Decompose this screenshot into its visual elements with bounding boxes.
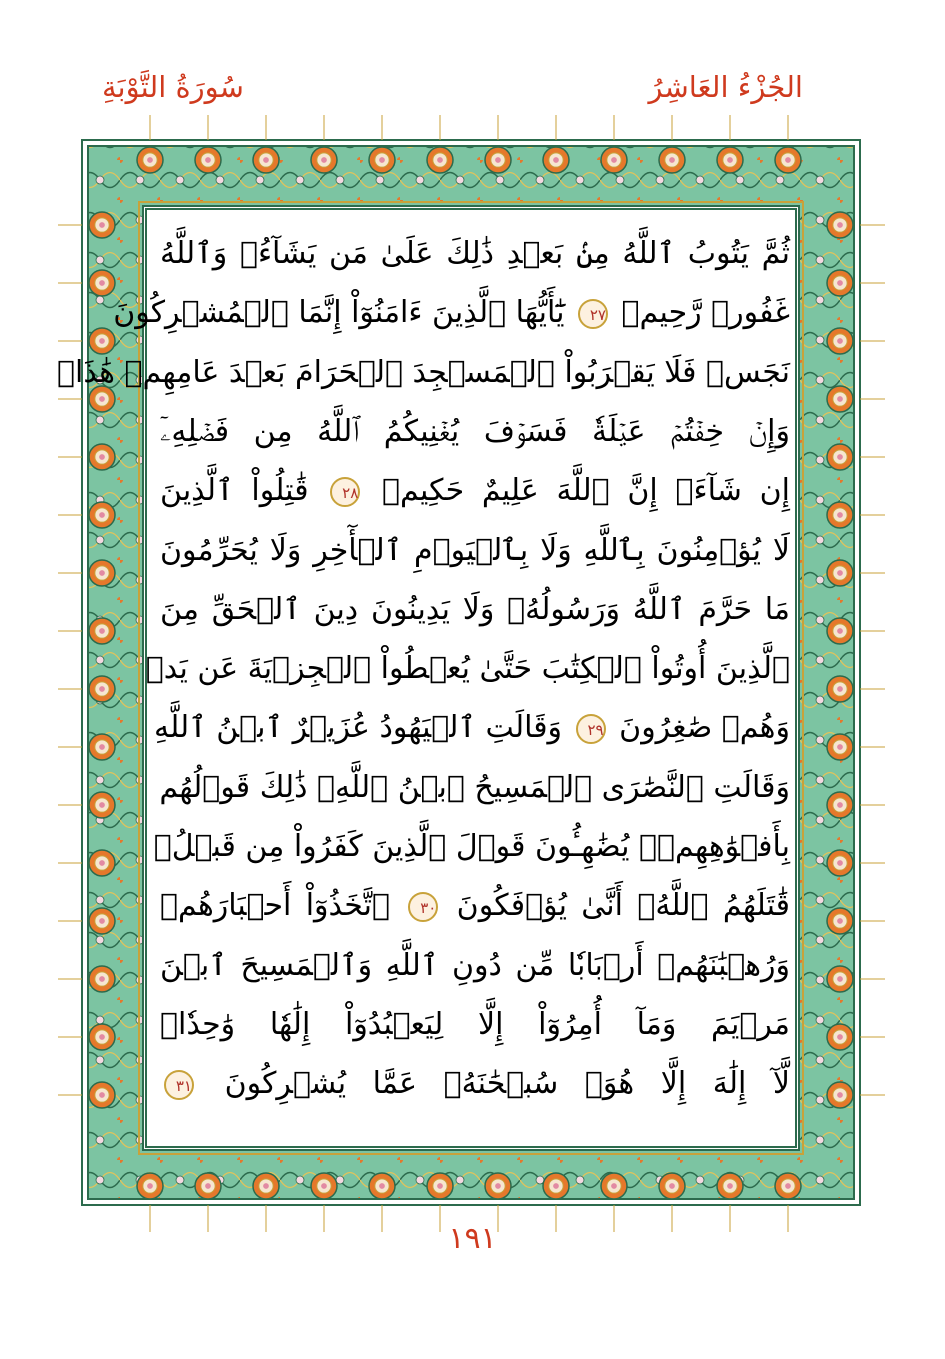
border-medallion (89, 1024, 115, 1050)
ayah-number-marker: ٢٧ (578, 299, 608, 329)
verse-line (160, 523, 790, 579)
border-medallion (601, 147, 627, 173)
verse-text: نَجَسٞ فَلَا يَقۡرَبُواْ ٱلۡمَسۡجِدَ ٱلۡحَرَامَ بَعۡدَ عَامِهِمۡ هَٰذَاۚ (57, 354, 790, 390)
border-medallion (827, 560, 853, 586)
border-medallion (827, 792, 853, 818)
verse-text: وَقَالَتِ ٱلۡيَهُودُ عُزَيۡرٌ ٱبۡنُ ٱللَّهِ (154, 710, 563, 746)
border-medallion (311, 147, 337, 173)
border-medallion (427, 147, 453, 173)
border-medallion (775, 1173, 801, 1199)
verse-text: بِأَفۡوَٰهِهِمۡۖ يُضَٰهِـُٔونَ قَوۡلَ ٱلَّذِينَ كَفَرُواْ مِن قَبۡلُۚ (153, 829, 790, 864)
border-medallion (827, 850, 853, 876)
border-medallion (89, 1082, 115, 1108)
border-medallion (89, 444, 115, 470)
border-medallion (827, 734, 853, 760)
border-medallion (827, 444, 853, 470)
border-medallion (827, 270, 853, 296)
verse-text: قَٰتِلُواْ ٱلَّذِينَ (160, 473, 309, 509)
border-medallion (717, 147, 743, 173)
verse-line (160, 997, 790, 1053)
border-medallion (485, 147, 511, 173)
border-medallion (827, 502, 853, 528)
border-medallion (89, 792, 115, 818)
verse-line (113, 285, 790, 341)
border-medallion (543, 147, 569, 173)
verse-text: لَا يُؤۡمِنُونَ بِٱللَّهِ وَلَا بِٱلۡيَوۡمِ ٱلۡأٓخِرِ وَلَا يُحَرِّمُونَ (160, 532, 790, 568)
border-medallion (253, 1173, 279, 1199)
border-medallion (137, 1173, 163, 1199)
border-medallion (717, 1173, 743, 1199)
page-number: ١٩١ (448, 1221, 497, 1256)
border-medallion (89, 502, 115, 528)
verse-line (160, 938, 790, 994)
border-medallion (827, 1082, 853, 1108)
verse-text: غَفُورٞ رَّحِيمٞ (621, 295, 790, 331)
ayah-number-marker: ٢٩ (576, 714, 606, 744)
border-medallion (427, 1173, 453, 1199)
border-medallion (659, 147, 685, 173)
border-medallion (89, 966, 115, 992)
border-medallion (195, 147, 221, 173)
verse-line (160, 1056, 790, 1112)
verse-text: مَرۡيَمَ وَمَآ أُمِرُوٓاْ إِلَّا لِيَعۡبُدُوٓاْ إِلَٰهٗا وَٰحِدٗاۖ (160, 1006, 790, 1042)
verse-text: مَا حَرَّمَ ٱللَّهُ وَرَسُولُهُۥ وَلَا يَدِينُونَ دِينَ ٱلۡحَقِّ مِنَ (160, 591, 790, 627)
border-medallion (89, 734, 115, 760)
verse-line (145, 641, 790, 697)
verse-text: ٱلَّذِينَ أُوتُواْ ٱلۡكِتَٰبَ حَتَّىٰ يُعۡطُواْ ٱلۡجِزۡيَةَ عَن يَدٖ (145, 651, 790, 687)
verse-text: يَٰٓأَيُّهَا ٱلَّذِينَ ءَامَنُوٓاْ إِنَّمَا ٱلۡمُشۡرِكُونَ (113, 295, 565, 331)
verse-line (160, 226, 790, 282)
border-medallion (369, 1173, 395, 1199)
border-medallion (827, 618, 853, 644)
verse-text: ٱتَّخَذُوٓاْ أَحۡبَارَهُمۡ (160, 888, 390, 924)
border-medallion (89, 270, 115, 296)
verse-text: وَإِنۡ خِفۡتُمۡ عَيۡلَةٗ فَسَوۡفَ يُغۡنِيكُمُ ٱللَّهُ مِن فَضۡلِهِۦٓ (160, 413, 790, 449)
juz-title: الجُزْءُ العَاشِرُ (648, 70, 803, 104)
border-medallion (89, 618, 115, 644)
border-medallion (827, 676, 853, 702)
border-medallion (543, 1173, 569, 1199)
border-medallion (827, 386, 853, 412)
border-medallion (369, 147, 395, 173)
border-medallion (827, 328, 853, 354)
border-medallion (89, 212, 115, 238)
border-medallion (827, 212, 853, 238)
ayah-number-marker: ٣١ (164, 1070, 194, 1100)
verse-line (160, 463, 790, 519)
border-medallion (195, 1173, 221, 1199)
verse-text: ثُمَّ يَتُوبُ ٱللَّهُ مِنۢ بَعۡدِ ذَٰلِكَ عَلَىٰ مَن يَشَآءُۗ وَٱللَّهُ (160, 236, 790, 271)
border-medallion (137, 147, 163, 173)
border-medallion (827, 908, 853, 934)
verse-line (160, 404, 790, 460)
verse-line (57, 345, 790, 401)
ayah-number-marker: ٣٠ (408, 892, 438, 922)
border-medallion (89, 676, 115, 702)
border-medallion (89, 850, 115, 876)
verse-line (154, 700, 790, 756)
border-medallion (253, 147, 279, 173)
ayah-number-marker: ٢٨ (330, 477, 360, 507)
verse-text: قَٰتَلَهُمُ ٱللَّهُۖ أَنَّىٰ يُؤۡفَكُونَ (456, 888, 790, 924)
border-medallion (659, 1173, 685, 1199)
verse-line (160, 582, 790, 638)
border-medallion (827, 966, 853, 992)
border-medallion (89, 560, 115, 586)
verse-line (153, 819, 790, 875)
verse-line (160, 760, 790, 816)
surah-title: سُورَةُ التَّوْبَةِ (102, 70, 244, 104)
verse-text: إِن شَآءَۚ إِنَّ ٱللَّهَ عَلِيمٌ حَكِيمٞ (382, 473, 790, 509)
verse-text: لَّآ إِلَٰهَ إِلَّا هُوَۚ سُبۡحَٰنَهُۥ عَمَّا يُشۡرِكُونَ (224, 1066, 790, 1102)
border-medallion (775, 147, 801, 173)
border-medallion (89, 908, 115, 934)
border-medallion (311, 1173, 337, 1199)
border-medallion (827, 1024, 853, 1050)
verse-text: وَرُهۡبَٰنَهُمۡ أَرۡبَابٗا مِّن دُونِ ٱللَّهِ وَٱلۡمَسِيحَ ٱبۡنَ (160, 947, 790, 983)
verse-text: وَهُمۡ صَٰغِرُونَ (619, 710, 790, 746)
border-medallion (485, 1173, 511, 1199)
verse-line (160, 878, 790, 934)
verse-text: وَقَالَتِ ٱلنَّصَٰرَى ٱلۡمَسِيحُ ٱبۡنُ ٱللَّهِۖ ذَٰلِكَ قَوۡلُهُم (159, 769, 790, 805)
border-medallion (601, 1173, 627, 1199)
